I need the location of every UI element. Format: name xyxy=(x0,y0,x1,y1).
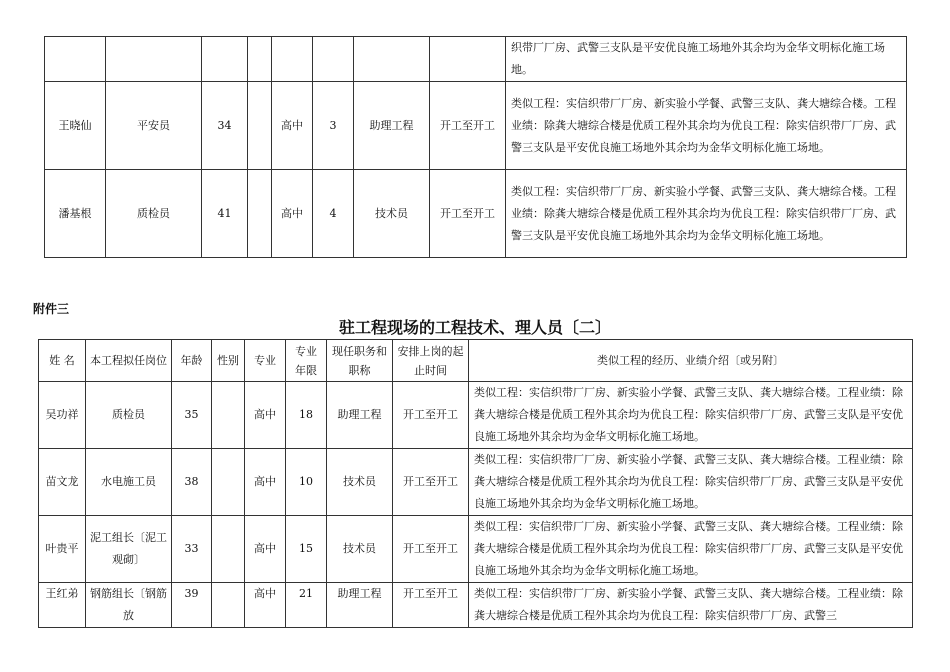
years-cell: 18 xyxy=(286,382,327,449)
name-cell: 潘基根 xyxy=(45,170,106,258)
name-cell: 王红弟 xyxy=(39,583,86,628)
sex-cell xyxy=(212,583,245,628)
experience-cell: 织带厂厂房、武警三支队是平安优良施工场地外其余均为金华文明标化施工场地。 xyxy=(506,37,907,82)
years-cell: 3 xyxy=(313,82,354,170)
time-cell: 开工至开工 xyxy=(393,583,469,628)
sex-cell xyxy=(212,382,245,449)
title-cell: 助理工程 xyxy=(327,382,393,449)
post-cell: 质检员 xyxy=(86,382,172,449)
title-cell: 技术员 xyxy=(327,449,393,516)
header-experience: 类似工程的经历、业绩介绍〔或另附〕 xyxy=(469,340,913,382)
page-title: 驻工程现场的工程技术、理人员〔二〕 xyxy=(338,318,611,337)
major-cell: 高中 xyxy=(245,583,286,628)
experience-cell: 类似工程：实信织带厂厂房、新实验小学餐、武警三支队、龚大塘综合楼。工程业绩：除龚大塘综合楼是优质工程外其余均为优良工程：除实信织带厂厂房、武警三支队是平安优良施工场地外其余均为金华文明标化施工场地。 xyxy=(469,516,913,583)
sex-cell xyxy=(212,516,245,583)
post-cell: 水电施工员 xyxy=(86,449,172,516)
staff-table xyxy=(38,339,913,628)
header-years: 专业年限 xyxy=(286,340,327,382)
header-time: 安排上岗的起止时间 xyxy=(393,340,469,382)
age-cell: 35 xyxy=(172,382,212,449)
education-cell: 高中 xyxy=(272,170,313,258)
table-row xyxy=(39,449,913,516)
table-row xyxy=(45,82,907,170)
name-cell: 叶贵平 xyxy=(39,516,86,583)
continued-staff-table xyxy=(44,36,907,258)
header-post: 本工程拟任岗位 xyxy=(86,340,172,382)
experience-cell: 类似工程：实信织带厂厂房、新实验小学餐、武警三支队、龚大塘综合楼。工程业绩：除龚大塘综合楼是优质工程外其余均为优良工程：除实信织带厂厂房、武警三 xyxy=(469,583,913,628)
title-cell: 助理工程 xyxy=(354,82,430,170)
age-cell: 38 xyxy=(172,449,212,516)
sex-cell xyxy=(212,449,245,516)
years-cell: 10 xyxy=(286,449,327,516)
time-cell: 开工至开工 xyxy=(430,170,506,258)
sex-cell xyxy=(248,82,272,170)
table-row xyxy=(39,583,913,628)
major-cell: 高中 xyxy=(245,382,286,449)
header-title: 现任职务和职称 xyxy=(327,340,393,382)
sex-cell xyxy=(248,170,272,258)
age-cell: 39 xyxy=(172,583,212,628)
major-cell: 高中 xyxy=(245,449,286,516)
table-row xyxy=(45,37,907,82)
table-row xyxy=(39,516,913,583)
post-cell: 平安员 xyxy=(106,82,202,170)
header-major: 专业 xyxy=(245,340,286,382)
title-cell: 助理工程 xyxy=(327,583,393,628)
years-cell: 21 xyxy=(286,583,327,628)
header-sex: 性别 xyxy=(212,340,245,382)
age-cell: 33 xyxy=(172,516,212,583)
age-cell: 41 xyxy=(202,170,248,258)
experience-cell: 类似工程：实信织带厂厂房、新实验小学餐、武警三支队、龚大塘综合楼。工程业绩：除龚大塘综合楼是优质工程外其余均为优良工程：除实信织带厂厂房、武警三支队是平安优良施工场地外其余均为金华文明标化施工场地。 xyxy=(506,170,907,258)
time-cell: 开工至开工 xyxy=(393,449,469,516)
post-cell: 质检员 xyxy=(106,170,202,258)
post-cell: 钢筋组长〔钢筋放 xyxy=(86,583,172,628)
time-cell: 开工至开工 xyxy=(393,516,469,583)
table-row xyxy=(39,382,913,449)
years-cell: 4 xyxy=(313,170,354,258)
experience-cell: 类似工程：实信织带厂厂房、新实验小学餐、武警三支队、龚大塘综合楼。工程业绩：除龚大塘综合楼是优质工程外其余均为优良工程：除实信织带厂厂房、武警三支队是平安优良施工场地外其余均为金华文明标化施工场地。 xyxy=(469,382,913,449)
title-cell: 技术员 xyxy=(354,170,430,258)
name-cell: 吴功祥 xyxy=(39,382,86,449)
header-name: 姓 名 xyxy=(39,340,86,382)
name-cell: 王晓仙 xyxy=(45,82,106,170)
education-cell: 高中 xyxy=(272,82,313,170)
title-cell: 技术员 xyxy=(327,516,393,583)
header-age: 年龄 xyxy=(172,340,212,382)
major-cell: 高中 xyxy=(245,516,286,583)
annex-label: 附件三 xyxy=(33,302,70,316)
name-cell: 苗文龙 xyxy=(39,449,86,516)
time-cell: 开工至开工 xyxy=(393,382,469,449)
experience-cell: 类似工程：实信织带厂厂房、新实验小学餐、武警三支队、龚大塘综合楼。工程业绩：除龚大塘综合楼是优质工程外其余均为优良工程：除实信织带厂厂房、武警三支队是平安优良施工场地外其余均为金华文明标化施工场地。 xyxy=(469,449,913,516)
years-cell: 15 xyxy=(286,516,327,583)
header-row xyxy=(39,340,913,382)
post-cell: 泥工组长〔泥工观砌〕 xyxy=(86,516,172,583)
experience-cell: 类似工程：实信织带厂厂房、新实验小学餐、武警三支队、龚大塘综合楼。工程业绩：除龚大塘综合楼是优质工程外其余均为优良工程：除实信织带厂厂房、武警三支队是平安优良施工场地外其余均为金华文明标化施工场地。 xyxy=(506,82,907,170)
time-cell: 开工至开工 xyxy=(430,82,506,170)
age-cell: 34 xyxy=(202,82,248,170)
table-row xyxy=(45,170,907,258)
